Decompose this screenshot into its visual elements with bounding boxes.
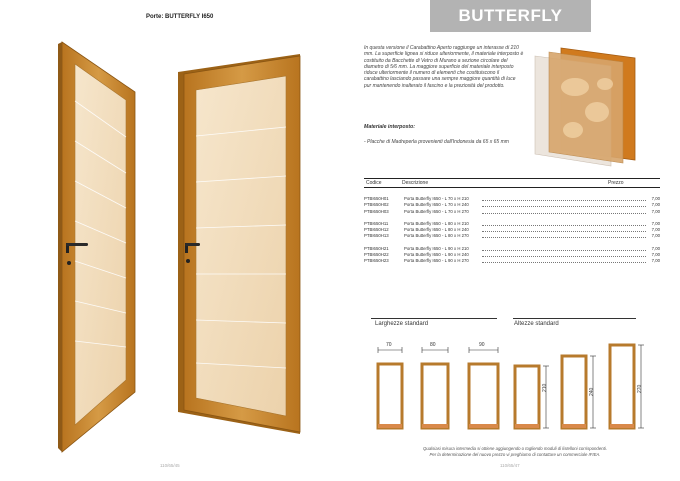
brand-title-bar — [430, 0, 591, 32]
product-description: In questa versione il Carabattino Aperto raggiunge un interasse di 210 mm. La superficie lignea si riduce ulteriormente, il materiale interposto è costituito da Bacchette di Vetro di Murano a sezione circolare del diametro di 5/6 mm. La maggiore superficie del materiale interposto riduce ulteriormente il numero di elementi che costituiscono il carabattino lasciando passare una sempre maggiore quantità di luce pur mantenendo inalterato il fascino e la preziosità del prodotto. — [364, 45, 524, 89]
width-label: 80 — [430, 342, 436, 348]
material-text: - Placche di Madreperla provenienti dall'Indonesia da 65 x 65 mm — [364, 139, 509, 145]
footnote-line-2: Per la determinazione del nuovo prezzo vi preghiamo di contattare un commerciale IFIEA. — [429, 451, 601, 457]
height-frames — [515, 345, 634, 428]
page-number-right: 110/65/47 — [500, 463, 520, 468]
table-body — [364, 196, 660, 265]
widths-rule — [371, 318, 497, 319]
height-label: 240 — [589, 387, 595, 396]
width-label: 90 — [479, 342, 485, 348]
table-row: PTBI650H21 Porta Butterfly I650 - L 90 x H 210 7,00 — [364, 245, 660, 251]
widths-label: Larghezze standard — [375, 321, 429, 327]
table-row: PTBI650H13 Porta Butterfly I650 - L 80 x H 270 7,00 — [364, 233, 660, 239]
material-title: Materiale interposto: — [364, 124, 416, 130]
footnote — [385, 446, 645, 457]
page-title-left: Porte: BUTTERFLY I650 — [146, 14, 214, 20]
table-row: PTBI650H22 Porta Butterfly I650 - L 90 x H 240 7,00 — [364, 252, 660, 258]
table-header — [364, 178, 660, 188]
size-diagrams — [370, 340, 650, 440]
material-layers-illustration — [525, 42, 640, 167]
height-label: 210 — [542, 383, 548, 392]
table-row: PTBI650H11 Porta Butterfly I650 - L 80 x H 210 7,00 — [364, 220, 660, 226]
width-frames — [378, 364, 498, 428]
footnote-line-1: Qualsiasi misura intermedia si ottiene aggiungendo o togliendo moduli di listelloni corrispondenti. — [423, 446, 607, 451]
heights-label: Altezze standard — [514, 321, 559, 327]
page-number-left: 110/65/45 — [160, 463, 180, 468]
table-row: PTBI650H23 Porta Butterfly I650 - L 90 x H 270 7,00 — [364, 258, 660, 264]
height-label: 270 — [637, 384, 643, 393]
col-code: Codice — [366, 180, 382, 186]
col-description: Descrizione — [402, 180, 429, 186]
door-angled — [58, 42, 135, 452]
col-price: Prezzo — [608, 180, 624, 186]
table-row: PTBI650H02 Porta Butterfly I650 - L 70 x H 240 7,00 — [364, 202, 660, 208]
heights-rule — [513, 318, 636, 319]
table-row: PTBI650H12 Porta Butterfly I650 - L 80 x H 240 7,00 — [364, 227, 660, 233]
table-row: PTBI650H01 Porta Butterfly I650 - L 70 x H 210 7,00 — [364, 196, 660, 201]
door-front — [178, 54, 300, 434]
table-row: PTBI650H03 Porta Butterfly I650 - L 70 x H 270 7,00 — [364, 208, 660, 214]
width-label: 70 — [386, 342, 392, 348]
brand-title: BUTTERFLY — [458, 6, 563, 25]
